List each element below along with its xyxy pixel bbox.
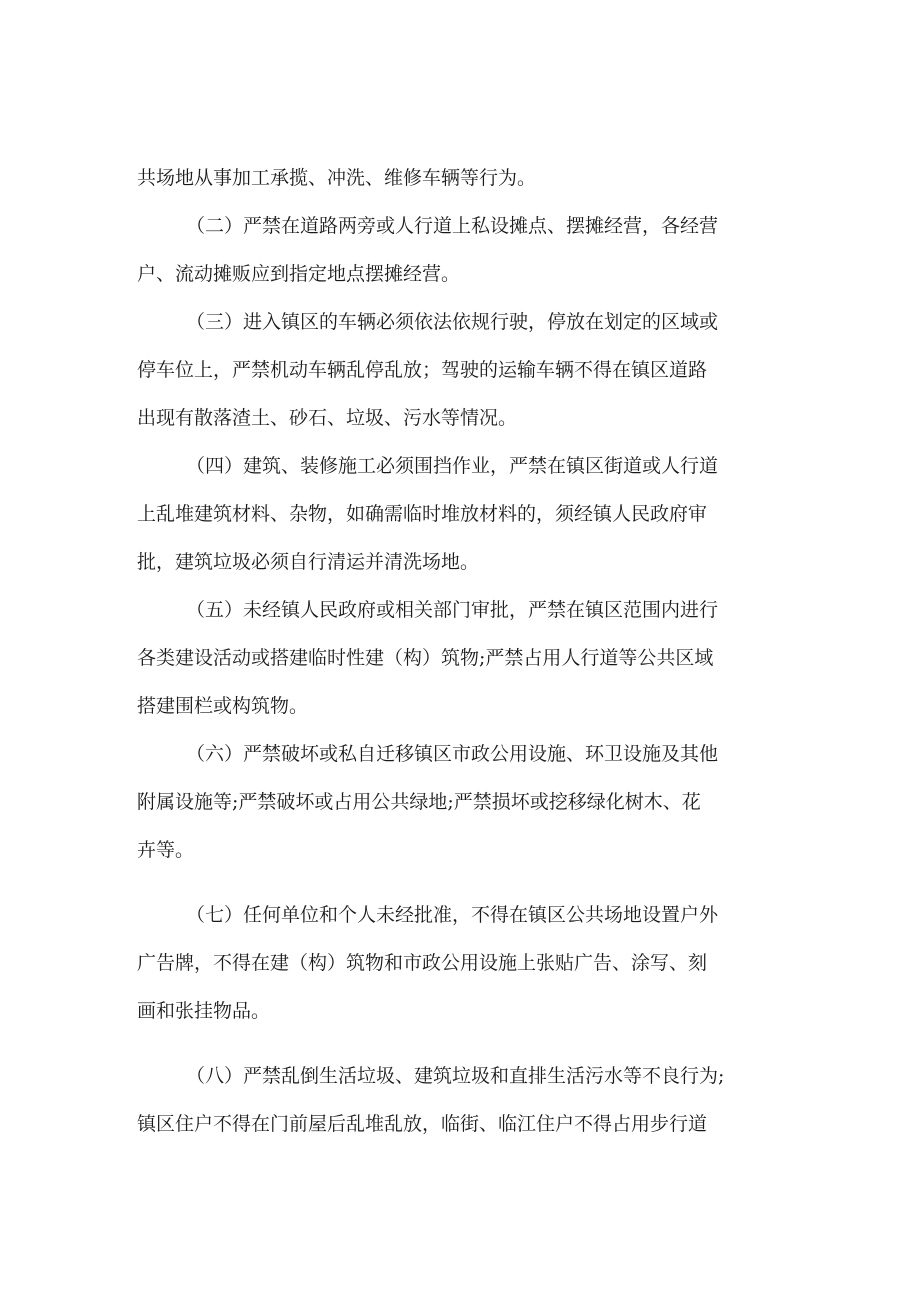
text-line: 停车位上，严禁机动车辆乱停乱放；驾驶的运输车辆不得在镇区道路 — [137, 359, 708, 381]
text-line: 户、流动摊贩应到指定地点摆摊经营。 — [137, 263, 461, 285]
text-line: 卉等。 — [137, 839, 195, 861]
paragraph-5-start: （五）未经镇人民政府或相关部门审批，严禁在镇区范围内进行 — [186, 599, 719, 621]
text-line: 上乱堆建筑材料、杂物，如确需临时堆放材料的，须经镇人民政府审 — [137, 503, 708, 525]
text-line: 广告牌，不得在建（构）筑物和市政公用设施上张贴广告、涂写、刻 — [137, 952, 708, 974]
text-line: 镇区住户不得在门前屋后乱堆乱放，临街、临江住户不得占用步行道 — [137, 1113, 708, 1135]
text-line: 附属设施等;严禁破坏或占用公共绿地;严禁损坏或挖移绿化树木、花 — [137, 791, 701, 813]
paragraph-4-start: （四）建筑、装修施工必须围挡作业，严禁在镇区街道或人行道 — [186, 455, 719, 477]
paragraph-3-start: （三）进入镇区的车辆必须依法依规行驶，停放在划定的区域或 — [186, 311, 719, 333]
paragraph-8-start: （八）严禁乱倒生活垃圾、建筑垃圾和直排生活污水等不良行为; — [186, 1065, 725, 1087]
paragraph-6-start: （六）严禁破坏或私自迁移镇区市政公用设施、环卫设施及其他 — [186, 743, 719, 765]
paragraph-2-start: （二）严禁在道路两旁或人行道上私设摊点、摆摊经营，各经营 — [186, 215, 719, 237]
text-line: 搭建围栏或构筑物。 — [137, 695, 309, 717]
text-line: 画和张挂物品。 — [137, 1000, 271, 1022]
paragraph-7-start: （七）任何单位和个人未经批准，不得在镇区公共场地设置户外 — [186, 904, 719, 926]
text-line: 共场地从事加工承揽、冲洗、维修车辆等行为。 — [137, 167, 537, 189]
text-line: 批，建筑垃圾必须自行清运并清洗场地。 — [137, 551, 480, 573]
text-line: 各类建设活动或搭建临时性建（构）筑物;严禁占用人行道等公共区域 — [137, 647, 714, 669]
text-line: 出现有散落渣土、砂石、垃圾、污水等情况。 — [137, 407, 518, 429]
